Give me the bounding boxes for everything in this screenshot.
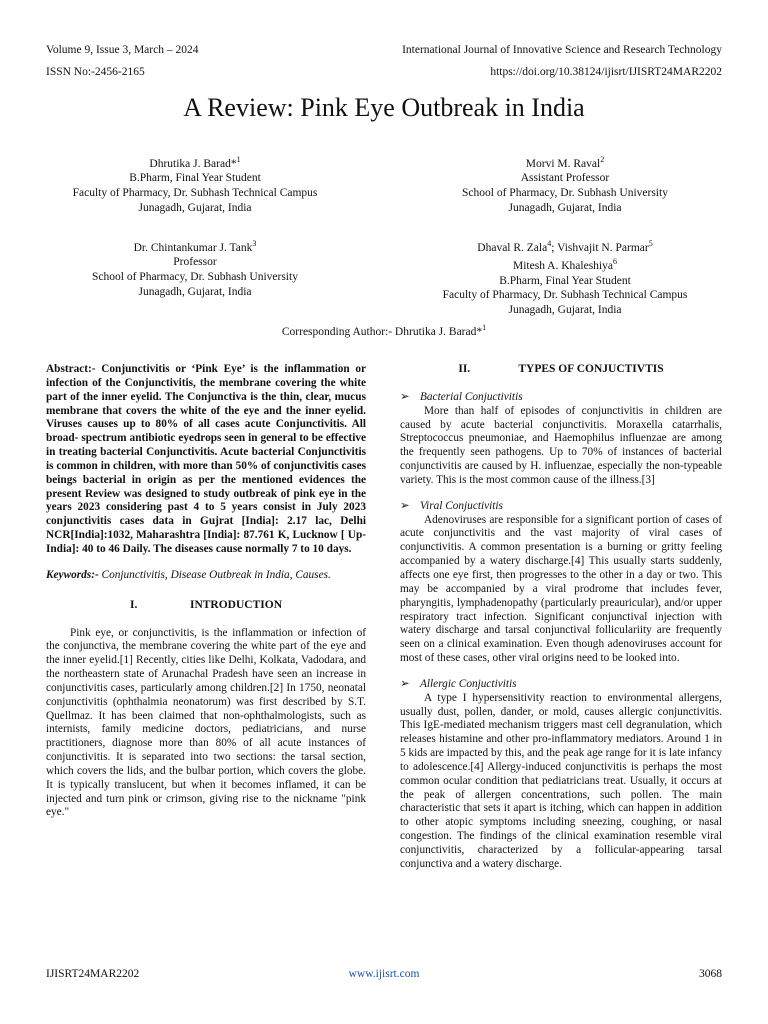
author-block-2 [414,153,716,215]
author-names: Dhaval R. Zala$^4$; Vishvajit N. Parmar$^5$ [477,239,653,254]
author-location: Junagadh, Gujarat, India [508,304,622,317]
paper-title: A Review: Pink Eye Outbreak in India [183,93,585,122]
author-block-4 [414,237,716,318]
author-block-1 [46,153,344,215]
bullet-arrow-icon: ➢ [400,677,410,690]
author-name: Dhrutika J. Barad*$^1$ [149,155,241,170]
allergic-paragraph: A type I hypersensitivity reaction to environmental allergens, usually dust, pollen, dander, or mold, causes allergic conjunctivitis. This IgE-mediated mechanism triggers mast cell degranulation, which releases histamine and other pro-inflammatory mediators. Around 1 in 5 kids are impacted by this, and the peak age range for it is late infancy to adolescence.[4] Allergy-induced conjunctivitis is perhaps the most common ocular condition that pediatricians treat. Usually, it occurs at the peak of allergen concentrations, such pollen. The main characteristic that sets it apart is itching, which can happen in addition to other atopic symptoms including sneezing, coughing, or nasal congestion. The findings of the clinical examination resemble viral conjunctivitis, characterized by a follicular-appearing tarsal conjunctiva and a watery discharge. [400,691,722,870]
author-name: Mitesh A. Khaleshiya$^6$ [513,257,617,273]
author-role: B.Pharm, Final Year Student [129,172,261,185]
left-column [46,363,366,820]
author-affiliation: School of Pharmacy, Dr. Subhash University [462,187,668,200]
viral-paragraph: Adenoviruses are responsible for a significant portion of cases of acute conjunctivitis and the vast majority of viral cases of conjunctivitis. A common presentation is a burning or gritty feeling accompanied by a watery discharge.[4] This usually starts suddenly, affects one eye first, then progresses to the other in a day or two. This may be accompanied by a viral prodrome that includes fever, pharyngitis, lymphadenopathy (particularly preauricular), and/or upper respiratory tract infection. Significant conjunctival injection with watery discharge and tarsal conjunctival folliculariity are frequently seen on a clinical examination. Even though adenoviruses account for most of these cases, other viral origins need to be looked into. [400,513,722,665]
issn: ISSN No:-2456-2165 [46,66,145,78]
bullet-arrow-icon: ➢ [400,390,410,403]
footer-website-link[interactable]: www.ijisrt.com [348,968,420,980]
author-location: Junagadh, Gujarat, India [138,201,252,214]
author-affiliation: Faculty of Pharmacy, Dr. Subhash Technical Campus [442,289,688,302]
author-role: Assistant Professor [520,172,610,185]
author-location: Junagadh, Gujarat, India [138,285,252,298]
section-heading-introduction: I. INTRODUCTION [129,598,282,611]
subheading-allergic: ➢ Allergic Conjuctivitis [400,677,517,690]
keywords [46,569,366,583]
subheading-viral: ➢ Viral Conjuctivitis [400,499,503,512]
author-location: Junagadh, Gujarat, India [508,201,622,214]
abstract: Abstract:- Conjunctivitis or ‘Pink Eye’ is the inflammation or infection of the Conjunctivitis, the membrane covering the white part of the inner eyelid. The Conjunctiva is the thin, clear, mucus membrane that covers the white of the eye and the inner eyelid. Viruses causes up to 80% of all cases acute Conjunctivitis. All broad- spectrum antibiotic eyedrops seen in general to be effective in treating bacterial Conjunctivitis. Acute bacterial Conjunctivitis is common in children, with more than 50% of conjunctivitis cases beings bacterial in origin as per the mentioned evidences the present Review was designed to study outbreak of pink eye in the years 2023 considering past 4 to 5 years consist in July 2023 conjunctivitis cases data in Gujrat [India]: 2.17 lac, Delhi NCR[India]:1032, Maharashtra [India]: 87.761 K, Lucknow [ Up-India]: 40 to 46 Daily. The diseases cause normally 7 to 10 days. [46,363,366,555]
bacterial-paragraph: More than half of episodes of conjunctivitis in children are caused by acute bacterial conjunctivitis. Moraxella catarrhalis, Streptococcus pneumoniae, and Haemophilus influenzae are among the frequently seen pathogens. Up to 70% of instances of bacterial conjunctivitis are caused by H. influenzae, especially the non-typeable variety. This is the most common cause of the illness.[3] [400,404,722,486]
page-number: 3068 [699,968,722,980]
author-role: Professor [173,256,217,269]
author-role: B.Pharm, Final Year Student [499,274,631,287]
bullet-arrow-icon: ➢ [400,499,410,512]
author-name: Dr. Chintankumar J. Tank$^3$ [133,239,257,254]
author-affiliation: Faculty of Pharmacy, Dr. Subhash Technical Campus [72,187,318,200]
keywords-label: Keywords:- [46,568,99,581]
footer-paper-id: IJISRT24MAR2202 [46,968,140,980]
author-affiliation: School of Pharmacy, Dr. Subhash University [92,271,298,284]
doi-link[interactable]: https://doi.org/10.38124/ijisrt/IJISRT24MAR2202 [490,66,722,78]
author-name: Morvi M. Raval$^2$ [525,155,605,170]
subheading-bacterial: ➢ Bacterial Conjuctivitis [400,390,523,403]
right-column [400,363,722,872]
corresponding-author: Corresponding Author:- Dhrutika J. Barad*$^1$ [281,323,487,338]
author-block-3 [46,237,344,299]
keywords-text: Conjunctivitis, Disease Outbreak in India, Causes. [101,568,331,581]
volume-issue: Volume 9, Issue 3, March – 2024 [46,44,199,56]
introduction-paragraph: Pink eye, or conjunctivitis, is the inflammation or infection of the conjunctiva, the membrane covering the white part of the eye and the inner eyelid.[1] Recently, cities like Delhi, Kolkata, Vadodara, and the northeastern state of Arunachal Pradesh have seen an increase in conjunctivitis cases, particularly among children.[2] In 1750, neonatal conjunctivitis (ophthalmia neonatorum) was first described by S.T. Quellmaz. It has been claimed that non-ophthalmologists, such as internists, family medicine doctors, pediatricians, and nurse practitioners, diagnose more than 80% of all acute instances of conjunctivitis. It is separated into two sections: the tarsal section, which covers the lids, and the bulbar portion, which covers the globe. It is typically translucent, but when it becomes inflamed, it can be injected and turn pink or crimson, giving rise to the nickname "pink eye." [46,626,366,819]
section-heading-types: II. TYPES OF CONJUCTIVTIS [458,363,664,375]
journal-name: International Journal of Innovative Science and Research Technology [402,44,722,56]
